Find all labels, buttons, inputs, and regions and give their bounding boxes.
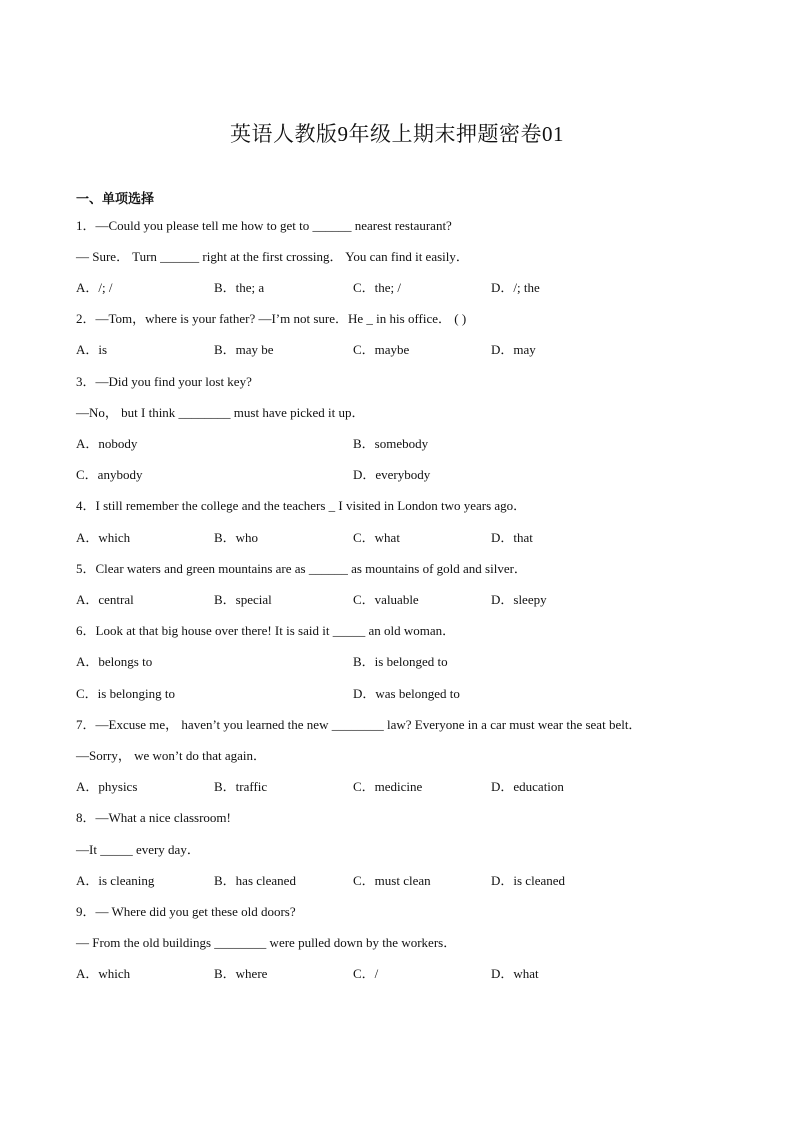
- question-5-stem: 5．Clear waters and green mountains are as ______ as mountains of gold and silver．: [76, 561, 527, 576]
- option-a[interactable]: A．central: [76, 592, 134, 607]
- option-d[interactable]: D．may: [491, 342, 536, 357]
- page-title: 英语人教版9年级上期末押题密卷01: [230, 122, 564, 146]
- option-a[interactable]: A．nobody: [76, 436, 138, 451]
- question-7-stem: 7．—Excuse me， haven’t you learned the new ________ law? Everyone in a car must wear the seat belt．: [76, 717, 642, 732]
- option-a[interactable]: A．is cleaning: [76, 873, 155, 888]
- question-4-options: [76, 527, 716, 545]
- option-a[interactable]: A．belongs to: [76, 654, 153, 669]
- option-c[interactable]: C．is belonging to: [76, 686, 175, 701]
- question-3-stem-line2: —No， but I think ________ must have picked it up．: [76, 405, 365, 420]
- question-9-options: [76, 963, 716, 981]
- question-2-options: [76, 339, 716, 357]
- option-b[interactable]: B．is belonged to: [353, 654, 448, 669]
- option-b[interactable]: B．special: [214, 592, 272, 607]
- option-a[interactable]: A．/; /: [76, 280, 113, 295]
- question-5-options: [76, 589, 716, 607]
- question-1-options: [76, 277, 716, 295]
- option-d[interactable]: D．is cleaned: [491, 873, 566, 888]
- option-a[interactable]: A．physics: [76, 779, 138, 794]
- question-9-stem-line2: — From the old buildings ________ were pulled down by the workers．: [76, 935, 457, 950]
- question-3-options-row1: [76, 433, 716, 451]
- question-4-stem: 4．I still remember the college and the teachers _ I visited in London two years ago．: [76, 498, 527, 513]
- question-6-options-row2: [76, 683, 716, 701]
- question-7-options: [76, 776, 716, 794]
- question-3-options-row2: [76, 464, 716, 482]
- option-a[interactable]: A．which: [76, 530, 131, 545]
- option-d[interactable]: D．was belonged to: [353, 686, 460, 701]
- option-c[interactable]: C．what: [353, 530, 400, 545]
- option-d[interactable]: D．everybody: [353, 467, 431, 482]
- question-6-stem: 6．Look at that big house over there! It is said it _____ an old woman．: [76, 623, 456, 638]
- option-d[interactable]: D．education: [491, 779, 564, 794]
- option-c[interactable]: C．/: [353, 966, 379, 981]
- option-d[interactable]: D．sleepy: [491, 592, 547, 607]
- question-8-options: [76, 870, 716, 888]
- option-b[interactable]: B．somebody: [353, 436, 429, 451]
- option-b[interactable]: B．traffic: [214, 779, 268, 794]
- option-c[interactable]: C．must clean: [353, 873, 431, 888]
- option-b[interactable]: B．where: [214, 966, 268, 981]
- option-b[interactable]: B．the; a: [214, 280, 265, 295]
- option-c[interactable]: C．anybody: [76, 467, 143, 482]
- section-heading: 一、单项选择: [76, 192, 155, 207]
- question-2-stem: 2．—Tom，where is your father? —I’m not sure．He _ in his office． ( ): [76, 311, 467, 326]
- option-d[interactable]: D．/; the: [491, 280, 540, 295]
- option-b[interactable]: B．may be: [214, 342, 274, 357]
- option-c[interactable]: C．valuable: [353, 592, 419, 607]
- option-d[interactable]: D．that: [491, 530, 533, 545]
- question-1-stem-line2: — Sure． Turn ______ right at the first crossing． You can find it easily．: [76, 249, 469, 264]
- option-c[interactable]: C．medicine: [353, 779, 423, 794]
- question-8-stem: 8．—What a nice classroom!: [76, 810, 231, 825]
- option-b[interactable]: B．has cleaned: [214, 873, 296, 888]
- option-d[interactable]: D．what: [491, 966, 539, 981]
- question-3-stem: 3．—Did you find your lost key?: [76, 374, 252, 389]
- option-a[interactable]: A．is: [76, 342, 108, 357]
- question-6-options-row1: [76, 651, 716, 669]
- question-7-stem-line2: —Sorry， we won’t do that again．: [76, 748, 267, 763]
- option-c[interactable]: C．the; /: [353, 280, 402, 295]
- option-a[interactable]: A．which: [76, 966, 131, 981]
- option-b[interactable]: B．who: [214, 530, 259, 545]
- question-9-stem: 9．— Where did you get these old doors?: [76, 904, 296, 919]
- question-8-stem-line2: —It _____ every day．: [76, 842, 200, 857]
- option-c[interactable]: C．maybe: [353, 342, 410, 357]
- question-1-stem: 1．—Could you please tell me how to get to ______ nearest restaurant?: [76, 218, 452, 233]
